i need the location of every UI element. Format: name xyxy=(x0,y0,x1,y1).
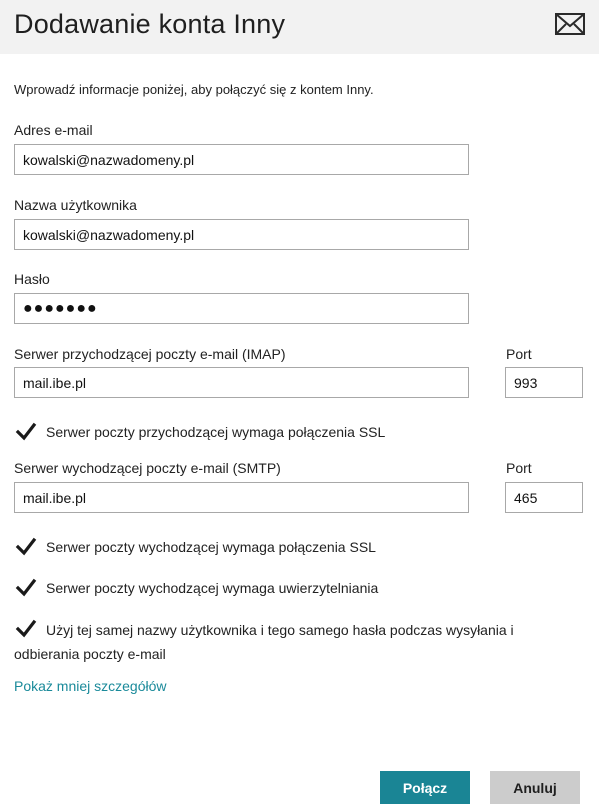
username-field[interactable] xyxy=(14,219,469,250)
imap-server-field[interactable] xyxy=(14,367,469,398)
connect-button[interactable]: Połącz xyxy=(380,771,470,804)
smtp-server-field[interactable] xyxy=(14,482,469,513)
smtp-auth-option[interactable] xyxy=(15,577,378,599)
imap-server-label: Serwer przychodzącej poczty e-mail (IMAP) xyxy=(14,346,286,362)
smtp-auth-label: Serwer poczty wychodzącej wymaga uwierzytelniania xyxy=(46,580,379,596)
email-label: Adres e-mail xyxy=(14,122,93,138)
show-less-details-link[interactable]: Pokaż mniej szczegółów xyxy=(14,678,167,694)
imap-port-field[interactable] xyxy=(505,367,583,398)
imap-port-label: Port xyxy=(506,346,532,362)
email-field[interactable] xyxy=(14,144,469,175)
same-credentials-label: Użyj tej samej nazwy użytkownika i tego samego hasła podczas wysyłania i odbierania poczty e-mail xyxy=(14,622,514,662)
smtp-ssl-label: Serwer poczty wychodzącej wymaga połączenia SSL xyxy=(46,539,376,555)
header-bar xyxy=(0,0,599,54)
mail-icon xyxy=(555,13,585,35)
smtp-server-label: Serwer wychodzącej poczty e-mail (SMTP) xyxy=(14,460,281,476)
intro-text: Wprowadź informacje poniżej, aby połączyć się z kontem Inny. xyxy=(14,82,374,97)
smtp-ssl-checkbox[interactable] xyxy=(15,536,37,558)
smtp-port-field[interactable] xyxy=(505,482,583,513)
smtp-port-label: Port xyxy=(506,460,532,476)
password-field[interactable] xyxy=(14,293,469,324)
password-label: Hasło xyxy=(14,271,50,287)
username-label: Nazwa użytkownika xyxy=(14,197,137,213)
page-title: Dodawanie konta Inny xyxy=(14,9,286,39)
imap-ssl-label: Serwer poczty przychodzącej wymaga połączenia SSL xyxy=(46,424,386,440)
smtp-ssl-option[interactable] xyxy=(15,536,376,558)
imap-ssl-checkbox[interactable] xyxy=(15,421,37,443)
cancel-button[interactable]: Anuluj xyxy=(490,771,580,804)
imap-ssl-option[interactable] xyxy=(15,421,385,443)
smtp-auth-checkbox[interactable] xyxy=(15,577,37,599)
